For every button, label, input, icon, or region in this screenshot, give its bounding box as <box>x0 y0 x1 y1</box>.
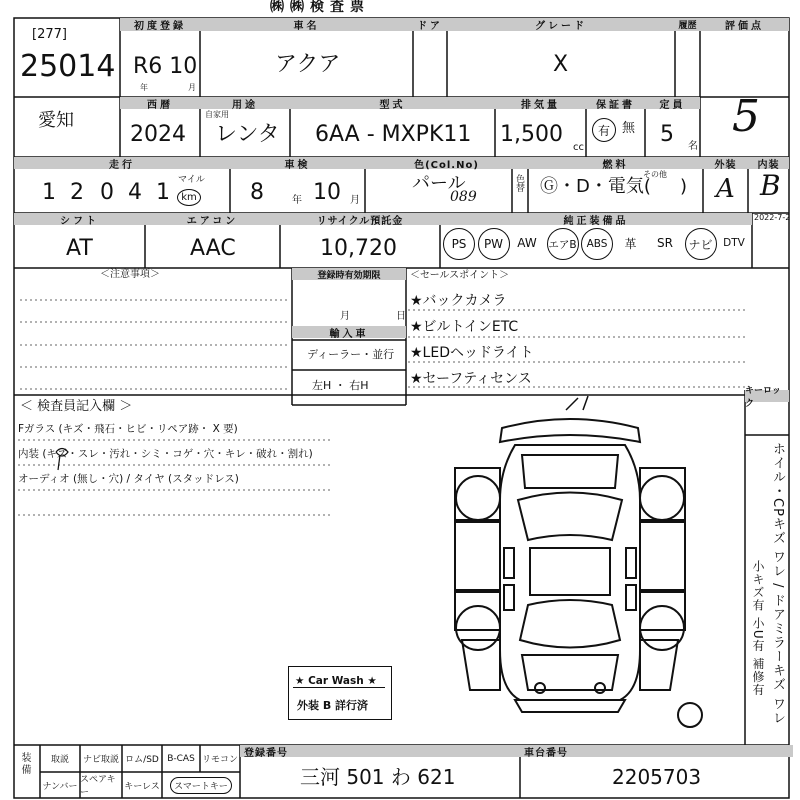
warranty-label: 保証書 <box>586 97 645 109</box>
notes-label: ＜注意事項＞ <box>100 269 160 280</box>
sales-point-2: ★ビルトインETC <box>410 319 519 335</box>
door-label: ドア <box>413 18 447 31</box>
bottom-cell-rom-sd: ロム/SD <box>125 755 159 765</box>
bottom-cell-bcas: B-CAS <box>167 753 195 764</box>
side-note-2: 小キズ有 小U有 補修有 <box>751 560 765 697</box>
displacement-label: 排気量 <box>495 97 586 109</box>
ac-label: エアコン <box>145 213 280 225</box>
exterior-value: A <box>716 174 735 204</box>
equipment-item: エアB <box>547 228 579 260</box>
mileage-digit-3: 0 <box>100 180 114 205</box>
cc-unit: cc <box>573 142 584 153</box>
equipment-item: AW <box>517 236 537 250</box>
first-reg-label: 初度登録 <box>120 18 200 31</box>
equipment-item: PS <box>443 228 475 260</box>
use-label: 用途 <box>200 97 290 109</box>
chassis-number: 2205703 <box>612 765 702 789</box>
reg-expiry-label: 登録時有効期限 <box>292 268 406 280</box>
model-label: 型式 <box>290 97 495 109</box>
bottom-cell-spare-key: スペアキー <box>80 775 116 798</box>
sales-label: ＜セールスポイント＞ <box>410 270 510 281</box>
date-code: 2022-7-2 <box>754 213 791 222</box>
displacement-value: 1,500 <box>500 122 563 147</box>
inspector-line-3: オーディオ (無し・穴) / タイヤ (スタッドレス) <box>18 473 239 485</box>
equipment-item: DTV <box>723 237 745 249</box>
color-value: パール <box>412 173 466 194</box>
bottom-cell-nav-manual: ナビ取説 <box>82 755 119 765</box>
mileage-digit-1: 1 <box>42 180 56 205</box>
shaken-year-mark: 年 <box>292 195 302 206</box>
history-label: 履歴 <box>675 18 700 31</box>
sales-point-3: ★LEDヘッドライト <box>410 345 534 361</box>
exterior-label: 外装 <box>703 157 748 169</box>
equipment-item: ABS <box>581 228 613 260</box>
car-name: アクア <box>275 52 341 77</box>
use-value: レンタ <box>215 122 280 147</box>
car-wash-line: 外装 B 詳行済 <box>297 699 369 712</box>
shaken-month-mark: 月 <box>350 195 360 206</box>
use-note: 自家用 <box>205 110 229 119</box>
sales-point-4: ★セーフティセンス <box>410 371 532 387</box>
expiry-month: 月 <box>340 311 350 322</box>
plate-number: 三河 501 わ 621 <box>300 765 456 789</box>
smart-key-circled: スマートキー <box>170 777 232 794</box>
mileage-digit-5: 1 <box>156 180 170 205</box>
mileage-label: 走行 <box>14 157 230 169</box>
score-label: 評価点 <box>700 18 789 31</box>
year-value: 2024 <box>130 122 186 147</box>
west-label: 西暦 <box>120 97 200 109</box>
shift-value: AT <box>66 236 93 261</box>
equipment-item: SR <box>657 236 673 250</box>
dealer-parallel: ディーラー・並行 <box>307 348 395 361</box>
shift-label: シフト <box>14 213 145 225</box>
keylock-label: キーロック <box>745 390 789 402</box>
shaken-month: 10 <box>313 180 341 205</box>
plate-label: 登録番号 <box>240 745 524 757</box>
mileage-digit-4: 4 <box>128 180 142 205</box>
mileage-digit-2: 2 <box>70 180 84 205</box>
color-label: 色(Col.No) <box>365 157 528 169</box>
recycle-value: 10,720 <box>320 236 397 261</box>
year-mark: 年 <box>140 83 148 92</box>
color-code: 089 <box>450 189 477 205</box>
inspector-title: ＜ 検査員記入欄 ＞ <box>20 399 133 414</box>
mile-unit: マイル <box>178 175 205 185</box>
equipment-item: ナビ <box>685 228 717 260</box>
fuel-other-label: その他 <box>643 170 667 179</box>
km-unit: km <box>177 189 201 206</box>
fuel-value: Ⓖ・D・電気( <box>540 176 651 197</box>
chassis-label: 車台番号 <box>520 745 793 757</box>
interior-value: B <box>760 169 781 202</box>
grade-label: グレード <box>447 18 675 31</box>
bottom-equip-label: 装備 <box>19 752 30 776</box>
expiry-day: 日 <box>396 311 406 322</box>
inspector-line-1: Fガラス (キズ・飛石・ヒビ・リペア跡・ X 要) <box>18 423 238 435</box>
shaken-year: 8 <box>250 180 264 205</box>
bottom-cell-smart-key <box>162 772 240 798</box>
equipment-item: PW <box>478 228 510 260</box>
first-reg-date: R6 10 <box>133 54 198 79</box>
lane-code: [277] <box>32 27 67 42</box>
handle-side: 左H ・ 右H <box>312 379 369 392</box>
import-label: 輸入車 <box>292 326 406 338</box>
bottom-cell-number: ナンバー <box>42 781 78 792</box>
month-mark: 月 <box>188 83 196 92</box>
color-change: 色替 <box>514 174 524 192</box>
capacity-label: 定員 <box>645 97 700 109</box>
recycle-label: リサイクル預託金 <box>280 213 440 225</box>
region: 愛知 <box>38 110 74 131</box>
warranty-yes: 有 <box>592 118 616 142</box>
sheet-title: ㈱㈱検査票 <box>270 0 370 15</box>
model-value: 6AA - MXPK11 <box>315 122 472 147</box>
car-wash-title: ★ Car Wash ★ <box>295 675 377 687</box>
warranty-no: 無 <box>622 121 636 136</box>
fuel-label: 燃料 <box>528 157 703 169</box>
ac-value: AAC <box>190 236 236 261</box>
bottom-cell-keyless: キーレス <box>124 781 160 792</box>
fuel-close: ) <box>680 176 688 197</box>
sales-point-1: ★バックカメラ <box>410 293 507 309</box>
interior-label: 内装 <box>748 157 789 169</box>
capacity-unit: 名 <box>688 141 698 152</box>
shaken-label: 車検 <box>230 157 365 169</box>
car-name-label: 車名 <box>200 18 413 31</box>
bottom-cell-manual: 取説 <box>50 755 69 765</box>
car-wash-stamp <box>288 666 392 720</box>
score-value: 5 <box>732 91 760 142</box>
capacity-value: 5 <box>660 122 674 147</box>
equipment-item: 革 <box>624 236 637 251</box>
side-note-1: ホイル・CPキズ ワレ / ドアミラーキズ ワレ <box>770 442 785 725</box>
bottom-cell-remote: リモコン <box>201 755 238 765</box>
inspector-line-2: 内装 (キズ・スレ・汚れ・シミ・コゲ・穴・キレ・破れ・割れ) <box>18 448 313 460</box>
grade-value: X <box>553 52 569 77</box>
lot-number: 25014 <box>20 49 116 84</box>
equipment-label: 純正装備品 <box>440 213 752 225</box>
car-wash-divider <box>293 687 385 688</box>
